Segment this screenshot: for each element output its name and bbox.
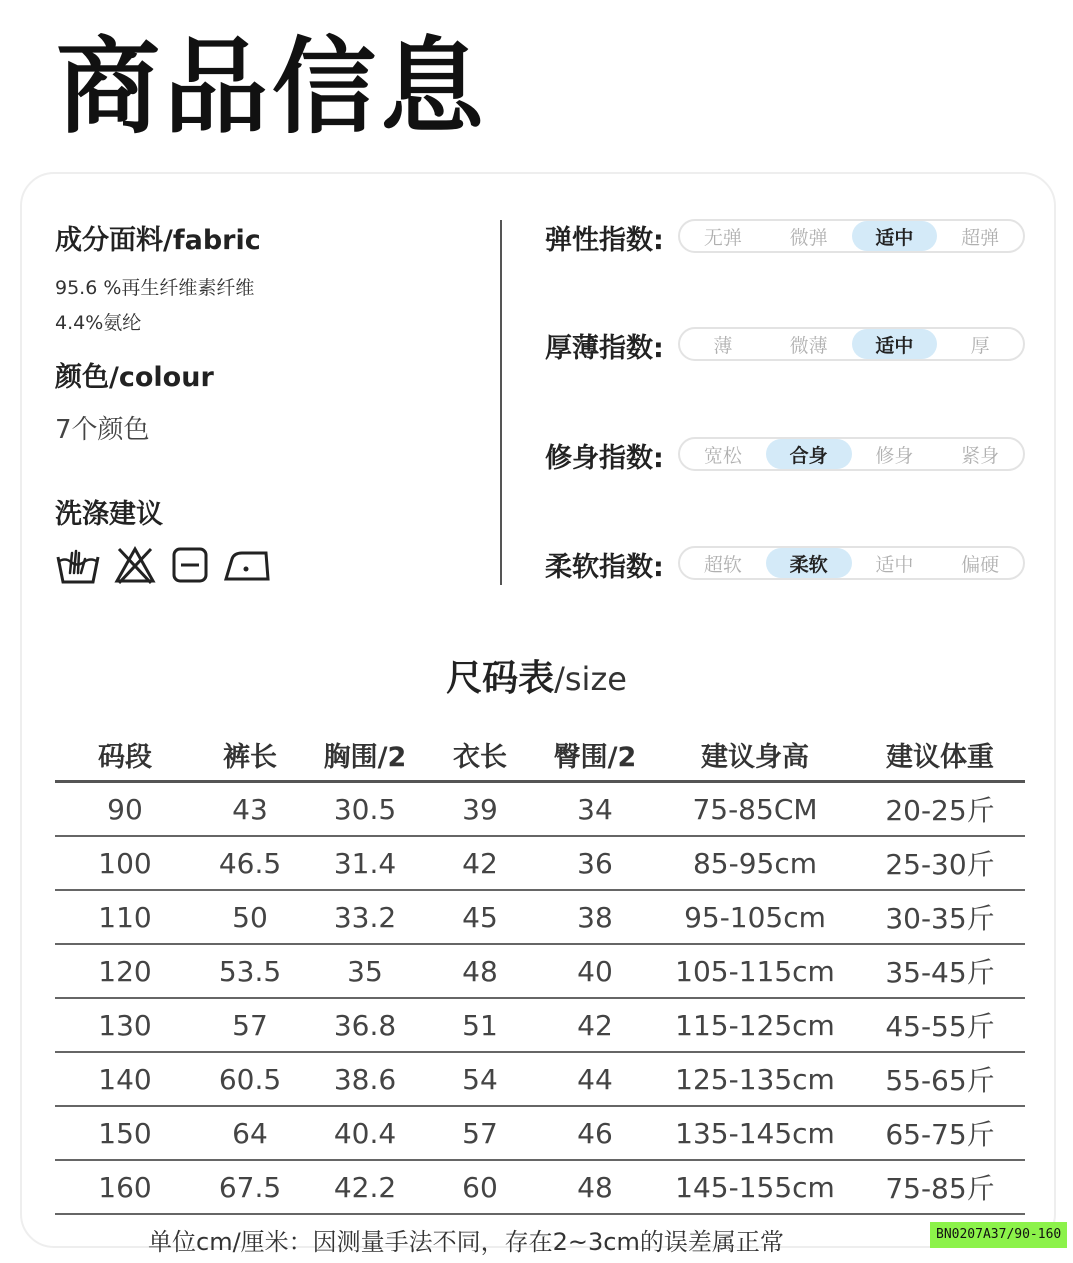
elasticity-option: 超弹: [961, 226, 1000, 249]
table-cell: 160: [98, 1170, 152, 1204]
table-header-cell: 建议体重: [886, 741, 994, 773]
table-row: [55, 1053, 1025, 1107]
table-cell: 25-30斤: [885, 848, 995, 881]
elasticity-scale: [678, 219, 1025, 253]
table-cell: 33.2: [333, 900, 397, 934]
table-cell: 125-135cm: [675, 1062, 835, 1096]
colour-value: 7个颜色: [55, 415, 150, 445]
table-cell: 55-65斤: [885, 1064, 995, 1097]
table-cell: 100: [98, 846, 152, 880]
table-cell: 36: [577, 846, 613, 880]
table-header-cell: 臀围/2: [553, 741, 637, 773]
thickness-option: 薄: [713, 334, 733, 357]
fit-scale: [678, 437, 1025, 471]
table-cell: 40.4: [333, 1116, 397, 1150]
fit-label: 修身指数:: [545, 443, 664, 474]
section-divider: [500, 220, 502, 585]
table-cell: 90: [107, 792, 143, 826]
table-cell: 45: [462, 900, 498, 934]
table-cell: 135-145cm: [675, 1116, 835, 1150]
table-cell: 44: [577, 1062, 613, 1096]
table-cell: 48: [577, 1170, 613, 1204]
table-cell: 38.6: [333, 1062, 397, 1096]
table-cell: 60.5: [218, 1062, 282, 1096]
table-cell: 65-75斤: [885, 1118, 995, 1151]
fit-option: 修身: [875, 444, 914, 467]
table-cell: 57: [232, 1008, 268, 1042]
table-cell: 30.5: [333, 792, 397, 826]
fabric-composition-1: 95.6 %再生纤维素纤维: [55, 277, 255, 299]
softness-label: 柔软指数:: [545, 552, 664, 583]
thickness-option-selected: 适中: [852, 329, 938, 359]
table-row: [55, 999, 1025, 1053]
dry-flat-icon: [170, 545, 210, 585]
table-cell: 120: [98, 954, 152, 988]
iron-low-icon: [222, 545, 272, 585]
table-cell: 115-125cm: [675, 1008, 835, 1042]
measurement-footnote: 单位cm/厘米：因测量手法不同，存在2~3cm的误差属正常: [148, 1228, 784, 1256]
table-cell: 42: [462, 846, 498, 880]
thickness-label: 厚薄指数:: [545, 333, 664, 364]
no-bleach-icon: [113, 545, 157, 585]
thickness-scale: [678, 327, 1025, 361]
table-cell: 75-85CM: [692, 792, 818, 826]
table-header-row: [55, 728, 1025, 783]
table-row: [55, 837, 1025, 891]
fit-option: 宽松: [703, 444, 742, 467]
table-cell: 75-85斤: [885, 1172, 995, 1205]
table-cell: 105-115cm: [675, 954, 835, 988]
table-cell: 40: [577, 954, 613, 988]
table-cell: 30-35斤: [885, 902, 995, 935]
table-cell: 60: [462, 1170, 498, 1204]
table-cell: 95-105cm: [684, 900, 826, 934]
table-cell: 43: [232, 792, 268, 826]
table-cell: 38: [577, 900, 613, 934]
table-cell: 45-55斤: [885, 1010, 995, 1043]
table-cell: 20-25斤: [885, 794, 995, 827]
fabric-heading: 成分面料/fabric: [55, 225, 261, 256]
table-cell: 150: [98, 1116, 152, 1150]
table-cell: 35: [347, 954, 383, 988]
table-cell: 36.8: [333, 1008, 397, 1042]
table-cell: 46: [577, 1116, 613, 1150]
table-cell: 31.4: [333, 846, 397, 880]
table-cell: 64: [232, 1116, 268, 1150]
table-cell: 35-45斤: [885, 956, 995, 989]
table-cell: 57: [462, 1116, 498, 1150]
fit-option: 紧身: [961, 444, 1000, 467]
elasticity-option-selected: 适中: [852, 221, 938, 251]
softness-option-selected: 柔软: [766, 548, 852, 578]
elasticity-option: 微弹: [789, 226, 828, 249]
table-row: [55, 945, 1025, 999]
wash-heading: 洗涤建议: [55, 499, 163, 530]
elasticity-label: 弹性指数:: [545, 225, 664, 256]
table-header-cell: 裤长: [223, 741, 277, 773]
table-row: [55, 1107, 1025, 1161]
table-cell: 145-155cm: [675, 1170, 835, 1204]
thickness-option: 微薄: [789, 334, 828, 357]
softness-option: 偏硬: [961, 553, 1000, 576]
table-cell: 85-95cm: [692, 846, 818, 880]
table-cell: 50: [232, 900, 268, 934]
softness-option: 适中: [875, 553, 914, 576]
fabric-composition-2: 4.4%氨纶: [55, 312, 142, 334]
thickness-option: 厚: [970, 334, 990, 357]
table-cell: 53.5: [218, 954, 282, 988]
table-cell: 54: [462, 1062, 498, 1096]
table-header-cell: 码段: [98, 741, 152, 773]
size-table-title-sub: /size: [554, 660, 627, 698]
hand-wash-icon: [55, 545, 101, 585]
softness-scale: [678, 546, 1025, 580]
table-cell: 51: [462, 1008, 498, 1042]
table-cell: 140: [98, 1062, 152, 1096]
table-cell: 110: [98, 900, 152, 934]
table-cell: 42.2: [333, 1170, 397, 1204]
table-row: [55, 783, 1025, 837]
size-table-title-main: 尺码表: [446, 658, 555, 699]
table-header-cell: 建议身高: [701, 741, 809, 773]
elasticity-option: 无弹: [703, 226, 742, 249]
table-cell: 39: [462, 792, 498, 826]
colour-heading: 颜色/colour: [55, 362, 214, 393]
table-cell: 46.5: [218, 846, 282, 880]
fit-option-selected: 合身: [766, 439, 852, 469]
table-header-cell: 衣长: [453, 741, 507, 773]
softness-option: 超软: [703, 553, 742, 576]
table-row: [55, 1161, 1025, 1215]
table-header-cell: 胸围/2: [323, 741, 407, 773]
product-code-badge: BN0207A37/90-160: [930, 1222, 1067, 1248]
size-table-title: [0, 650, 1073, 701]
page-title: 商品信息: [56, 26, 489, 148]
size-table: [55, 728, 1025, 1215]
table-cell: 67.5: [218, 1170, 282, 1204]
table-cell: 42: [577, 1008, 613, 1042]
table-cell: 130: [98, 1008, 152, 1042]
table-cell: 48: [462, 954, 498, 988]
table-row: [55, 891, 1025, 945]
table-cell: 34: [577, 792, 613, 826]
